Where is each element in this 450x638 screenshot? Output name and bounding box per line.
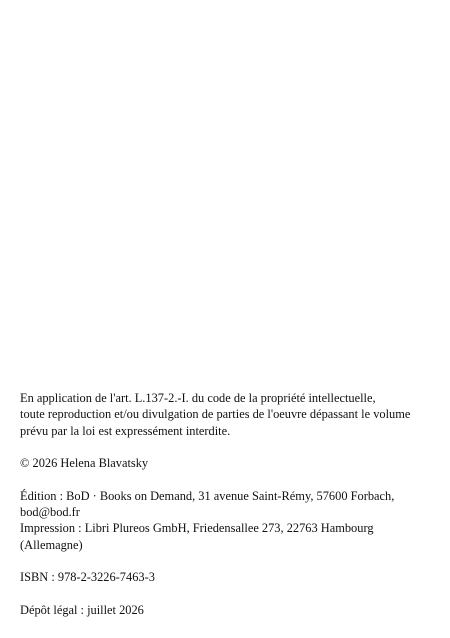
spacer [20,472,440,488]
copyright-line: © 2026 Helena Blavatsky [20,456,149,471]
copyright-block [20,390,440,618]
publisher-email: bod@bod.fr [20,505,80,520]
printer-country: (Allemagne) [20,537,83,552]
legal-deposit: Dépôt légal : juillet 2026 [20,602,144,617]
isbn: ISBN : 978-2-3226-7463-3 [20,570,155,585]
legal-notice-line: En application de l'art. L.137-2.-I. du code de la propriété intellectuelle, [20,391,376,405]
spacer [20,586,440,602]
spacer [20,553,440,569]
printer-line: Impression : Libri Plureos GmbH, Friedensallee 273, 22763 Hambourg [20,521,374,536]
publisher-info [20,488,440,554]
publisher-line: Édition : BoD · Books on Demand, 31 avenue Saint-Rémy, 57600 Forbach, [20,488,395,503]
legal-notice-line: toute reproduction et/ou divulgation de parties de l'oeuvre dépassant le volume [20,407,411,422]
legal-notice [20,390,440,439]
spacer [20,439,440,455]
legal-notice-line: prévu par la loi est expressément interdite. [20,423,231,438]
